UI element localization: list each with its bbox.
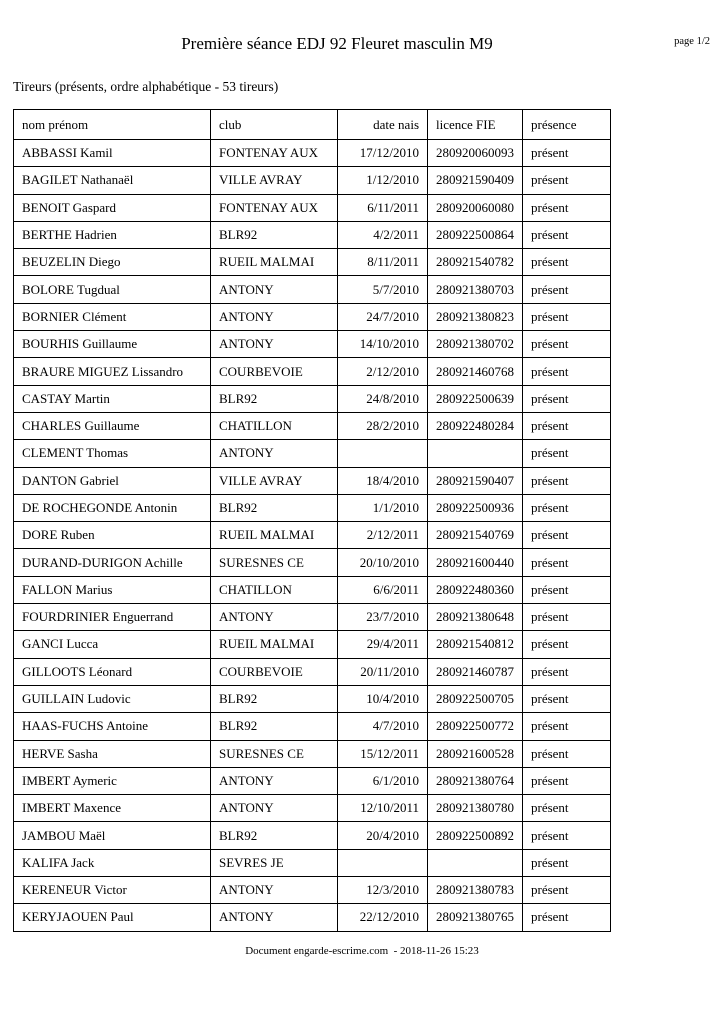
cell-nom-prenom: KALIFA Jack [14, 849, 211, 876]
cell-licence-fie [428, 849, 523, 876]
table-row [14, 849, 611, 876]
cell-nom-prenom: BAGILET Nathanaël [14, 167, 211, 194]
cell-nom-prenom: BENOIT Gaspard [14, 194, 211, 221]
cell-date-nais: 20/10/2010 [338, 549, 428, 576]
cell-licence-fie: 280921590409 [428, 167, 523, 194]
table-row [14, 631, 611, 658]
table-row [14, 194, 611, 221]
cell-club: RUEIL MALMAI [211, 522, 338, 549]
cell-presence: présent [523, 358, 611, 385]
table-row [14, 522, 611, 549]
cell-nom-prenom: HAAS-FUCHS Antoine [14, 713, 211, 740]
cell-date-nais [338, 440, 428, 467]
cell-nom-prenom: BOLORE Tugdual [14, 276, 211, 303]
cell-nom-prenom: DANTON Gabriel [14, 467, 211, 494]
cell-nom-prenom: FOURDRINIER Enguerrand [14, 604, 211, 631]
cell-date-nais: 18/4/2010 [338, 467, 428, 494]
cell-date-nais: 24/8/2010 [338, 385, 428, 412]
cell-club: COURBEVOIE [211, 658, 338, 685]
cell-date-nais: 29/4/2011 [338, 631, 428, 658]
cell-club: ANTONY [211, 877, 338, 904]
cell-club: BLR92 [211, 685, 338, 712]
cell-presence: présent [523, 249, 611, 276]
table-row [14, 249, 611, 276]
cell-licence-fie: 280921600528 [428, 740, 523, 767]
cell-licence-fie: 280921540782 [428, 249, 523, 276]
cell-date-nais: 14/10/2010 [338, 331, 428, 358]
cell-licence-fie: 280922500705 [428, 685, 523, 712]
cell-date-nais [338, 849, 428, 876]
cell-licence-fie: 280921460787 [428, 658, 523, 685]
cell-licence-fie: 280921460768 [428, 358, 523, 385]
cell-presence: présent [523, 167, 611, 194]
cell-date-nais: 6/11/2011 [338, 194, 428, 221]
cell-date-nais: 1/12/2010 [338, 167, 428, 194]
cell-date-nais: 4/7/2010 [338, 713, 428, 740]
table-row [14, 822, 611, 849]
cell-nom-prenom: BEUZELIN Diego [14, 249, 211, 276]
cell-club: ANTONY [211, 331, 338, 358]
cell-presence: présent [523, 904, 611, 931]
cell-presence: présent [523, 849, 611, 876]
column-header-licence-fie: licence FIE [428, 110, 523, 140]
cell-presence: présent [523, 194, 611, 221]
cell-presence: présent [523, 494, 611, 521]
table-row [14, 795, 611, 822]
cell-presence: présent [523, 440, 611, 467]
cell-date-nais: 2/12/2010 [338, 358, 428, 385]
cell-presence: présent [523, 522, 611, 549]
table-row [14, 358, 611, 385]
cell-presence: présent [523, 713, 611, 740]
cell-date-nais: 1/1/2010 [338, 494, 428, 521]
table-row [14, 440, 611, 467]
cell-licence-fie: 280921380780 [428, 795, 523, 822]
cell-date-nais: 17/12/2010 [338, 140, 428, 167]
cell-licence-fie: 280922500936 [428, 494, 523, 521]
cell-club: ANTONY [211, 276, 338, 303]
table-row [14, 877, 611, 904]
cell-licence-fie: 280921380703 [428, 276, 523, 303]
cell-licence-fie: 280921540769 [428, 522, 523, 549]
table-row [14, 767, 611, 794]
cell-licence-fie: 280920060093 [428, 140, 523, 167]
cell-presence: présent [523, 631, 611, 658]
table-row [14, 167, 611, 194]
cell-licence-fie: 280921600440 [428, 549, 523, 576]
table-row [14, 303, 611, 330]
cell-presence: présent [523, 467, 611, 494]
cell-nom-prenom: DE ROCHEGONDE Antonin [14, 494, 211, 521]
cell-licence-fie: 280921590407 [428, 467, 523, 494]
cell-nom-prenom: CHARLES Guillaume [14, 412, 211, 439]
table-row [14, 713, 611, 740]
cell-presence: présent [523, 740, 611, 767]
cell-licence-fie: 280922500772 [428, 713, 523, 740]
page-number-indicator: page 1/2 [674, 36, 710, 47]
cell-presence: présent [523, 604, 611, 631]
table-row [14, 576, 611, 603]
cell-presence: présent [523, 658, 611, 685]
cell-date-nais: 8/11/2011 [338, 249, 428, 276]
cell-presence: présent [523, 549, 611, 576]
cell-presence: présent [523, 822, 611, 849]
cell-club: BLR92 [211, 221, 338, 248]
cell-club: BLR92 [211, 385, 338, 412]
table-row [14, 385, 611, 412]
cell-date-nais: 24/7/2010 [338, 303, 428, 330]
table-row [14, 740, 611, 767]
cell-licence-fie: 280921380648 [428, 604, 523, 631]
table-row [14, 549, 611, 576]
cell-presence: présent [523, 331, 611, 358]
cell-club: BLR92 [211, 494, 338, 521]
cell-licence-fie: 280921380765 [428, 904, 523, 931]
cell-nom-prenom: CLEMENT Thomas [14, 440, 211, 467]
column-header-nom-prenom: nom prénom [14, 110, 211, 140]
cell-date-nais: 28/2/2010 [338, 412, 428, 439]
cell-licence-fie: 280921380702 [428, 331, 523, 358]
document-footer: Document engarde-escrime.com - 2018-11-26 15:23 [245, 944, 479, 957]
table-row [14, 604, 611, 631]
cell-nom-prenom: BRAURE MIGUEZ Lissandro [14, 358, 211, 385]
cell-nom-prenom: BORNIER Clément [14, 303, 211, 330]
cell-date-nais: 22/12/2010 [338, 904, 428, 931]
cell-presence: présent [523, 795, 611, 822]
cell-nom-prenom: DURAND-DURIGON Achille [14, 549, 211, 576]
table-row [14, 140, 611, 167]
cell-date-nais: 20/11/2010 [338, 658, 428, 685]
cell-nom-prenom: IMBERT Maxence [14, 795, 211, 822]
table-row [14, 467, 611, 494]
cell-club: CHATILLON [211, 412, 338, 439]
column-header-club: club [211, 110, 338, 140]
cell-licence-fie: 280922480284 [428, 412, 523, 439]
cell-club: ANTONY [211, 604, 338, 631]
cell-nom-prenom: ABBASSI Kamil [14, 140, 211, 167]
cell-nom-prenom: KERENEUR Victor [14, 877, 211, 904]
cell-club: ANTONY [211, 767, 338, 794]
cell-nom-prenom: HERVE Sasha [14, 740, 211, 767]
cell-date-nais: 5/7/2010 [338, 276, 428, 303]
cell-date-nais: 12/10/2011 [338, 795, 428, 822]
cell-club: ANTONY [211, 440, 338, 467]
cell-date-nais: 10/4/2010 [338, 685, 428, 712]
table-row [14, 412, 611, 439]
cell-licence-fie: 280920060080 [428, 194, 523, 221]
cell-date-nais: 15/12/2011 [338, 740, 428, 767]
cell-licence-fie: 280921380783 [428, 877, 523, 904]
cell-club: CHATILLON [211, 576, 338, 603]
cell-licence-fie: 280921540812 [428, 631, 523, 658]
cell-licence-fie: 280921380823 [428, 303, 523, 330]
cell-presence: présent [523, 276, 611, 303]
table-row [14, 331, 611, 358]
cell-club: SURESNES CE [211, 549, 338, 576]
table-row [14, 221, 611, 248]
fencers-roster-table [13, 109, 611, 932]
cell-club: VILLE AVRAY [211, 167, 338, 194]
cell-club: FONTENAY AUX [211, 194, 338, 221]
cell-presence: présent [523, 412, 611, 439]
table-body [14, 140, 611, 932]
cell-presence: présent [523, 303, 611, 330]
cell-date-nais: 23/7/2010 [338, 604, 428, 631]
table-row [14, 276, 611, 303]
table-row [14, 904, 611, 931]
cell-date-nais: 6/6/2011 [338, 576, 428, 603]
cell-nom-prenom: KERYJAOUEN Paul [14, 904, 211, 931]
cell-club: RUEIL MALMAI [211, 631, 338, 658]
roster-subtitle: Tireurs (présents, ordre alphabétique - 53 tireurs) [13, 79, 279, 94]
table-row [14, 494, 611, 521]
cell-nom-prenom: IMBERT Aymeric [14, 767, 211, 794]
table-header-row [14, 110, 611, 140]
cell-nom-prenom: BERTHE Hadrien [14, 221, 211, 248]
cell-nom-prenom: GUILLAIN Ludovic [14, 685, 211, 712]
cell-nom-prenom: GILLOOTS Léonard [14, 658, 211, 685]
cell-presence: présent [523, 877, 611, 904]
cell-date-nais: 20/4/2010 [338, 822, 428, 849]
cell-licence-fie: 280922480360 [428, 576, 523, 603]
cell-club: FONTENAY AUX [211, 140, 338, 167]
cell-presence: présent [523, 385, 611, 412]
cell-club: BLR92 [211, 713, 338, 740]
column-header-presence: présence [523, 110, 611, 140]
cell-date-nais: 2/12/2011 [338, 522, 428, 549]
cell-nom-prenom: DORE Ruben [14, 522, 211, 549]
cell-date-nais: 6/1/2010 [338, 767, 428, 794]
cell-date-nais: 12/3/2010 [338, 877, 428, 904]
cell-presence: présent [523, 576, 611, 603]
table-row [14, 685, 611, 712]
cell-club: RUEIL MALMAI [211, 249, 338, 276]
cell-nom-prenom: CASTAY Martin [14, 385, 211, 412]
cell-licence-fie: 280922500892 [428, 822, 523, 849]
cell-licence-fie: 280922500864 [428, 221, 523, 248]
cell-licence-fie: 280922500639 [428, 385, 523, 412]
cell-club: ANTONY [211, 795, 338, 822]
cell-club: VILLE AVRAY [211, 467, 338, 494]
cell-licence-fie: 280921380764 [428, 767, 523, 794]
cell-club: SURESNES CE [211, 740, 338, 767]
column-header-date-nais: date nais [338, 110, 428, 140]
cell-date-nais: 4/2/2011 [338, 221, 428, 248]
page-title: Première séance EDJ 92 Fleuret masculin M9 [181, 34, 493, 53]
cell-club: BLR92 [211, 822, 338, 849]
table-row [14, 658, 611, 685]
cell-club: ANTONY [211, 303, 338, 330]
cell-presence: présent [523, 140, 611, 167]
cell-nom-prenom: GANCI Lucca [14, 631, 211, 658]
cell-nom-prenom: BOURHIS Guillaume [14, 331, 211, 358]
cell-nom-prenom: FALLON Marius [14, 576, 211, 603]
cell-club: ANTONY [211, 904, 338, 931]
cell-nom-prenom: JAMBOU Maël [14, 822, 211, 849]
cell-presence: présent [523, 685, 611, 712]
cell-presence: présent [523, 221, 611, 248]
cell-licence-fie [428, 440, 523, 467]
cell-club: SEVRES JE [211, 849, 338, 876]
cell-club: COURBEVOIE [211, 358, 338, 385]
cell-presence: présent [523, 767, 611, 794]
